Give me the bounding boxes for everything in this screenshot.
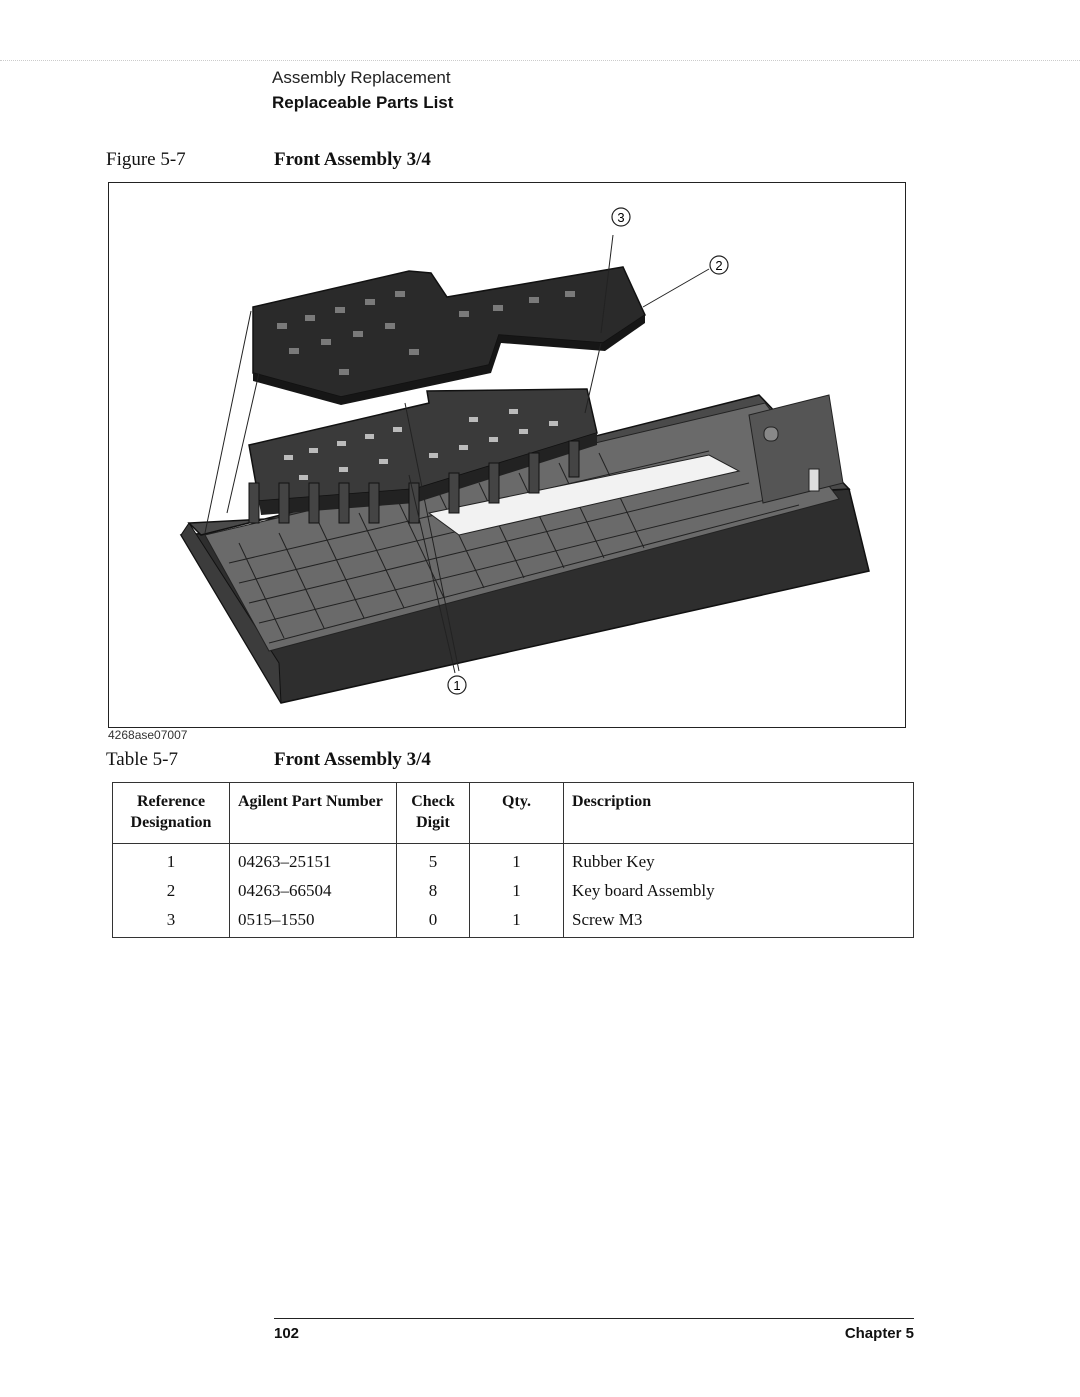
parts-table — [112, 782, 914, 938]
front-assembly-drawing — [109, 183, 905, 727]
cell-check: 0 — [397, 906, 470, 938]
header-agilent-part-number: Agilent Part Number — [230, 783, 397, 844]
cell-ref: 2 — [113, 877, 230, 906]
header-description: Description — [564, 783, 914, 844]
figure-title: Front Assembly 3/4 — [274, 149, 431, 170]
cell-qty: 1 — [470, 877, 564, 906]
figure-frame — [108, 182, 906, 728]
cell-check: 5 — [397, 844, 470, 878]
cell-check: 8 — [397, 877, 470, 906]
page-number: 102 — [274, 1325, 300, 1342]
chapter-label: Chapter 5 — [844, 1325, 914, 1342]
callout-3-label: 3 — [617, 210, 625, 225]
cell-qty: 1 — [470, 906, 564, 938]
header-reference-designation: Reference Designation — [113, 783, 230, 844]
running-header-subsection: Replaceable Parts List — [272, 93, 454, 112]
cell-part: 04263–25151 — [230, 844, 397, 878]
table-row — [113, 906, 914, 938]
cell-part: 0515–1550 — [230, 906, 397, 938]
cell-desc: Key board Assembly — [564, 877, 914, 906]
figure-image-id: 4268ase07007 — [108, 728, 188, 742]
table-title: Front Assembly 3/4 — [274, 749, 431, 770]
cell-qty: 1 — [470, 844, 564, 878]
top-edge-dots — [0, 60, 1080, 61]
cell-ref: 1 — [113, 844, 230, 878]
cell-desc: Screw M3 — [564, 906, 914, 938]
header-check-digit: Check Digit — [397, 783, 470, 844]
running-header-section: Assembly Replacement — [272, 68, 451, 87]
table-row — [113, 877, 914, 906]
table-row — [113, 844, 914, 878]
callout-1-label: 1 — [453, 678, 461, 693]
callout-2-label: 2 — [715, 258, 723, 273]
cell-ref: 3 — [113, 906, 230, 938]
cell-desc: Rubber Key — [564, 844, 914, 878]
figure-number: Figure 5-7 — [106, 149, 186, 170]
footer-rule — [274, 1318, 914, 1319]
header-qty: Qty. — [470, 783, 564, 844]
table-header-row — [113, 783, 914, 844]
cell-part: 04263–66504 — [230, 877, 397, 906]
table-number: Table 5-7 — [106, 749, 179, 770]
